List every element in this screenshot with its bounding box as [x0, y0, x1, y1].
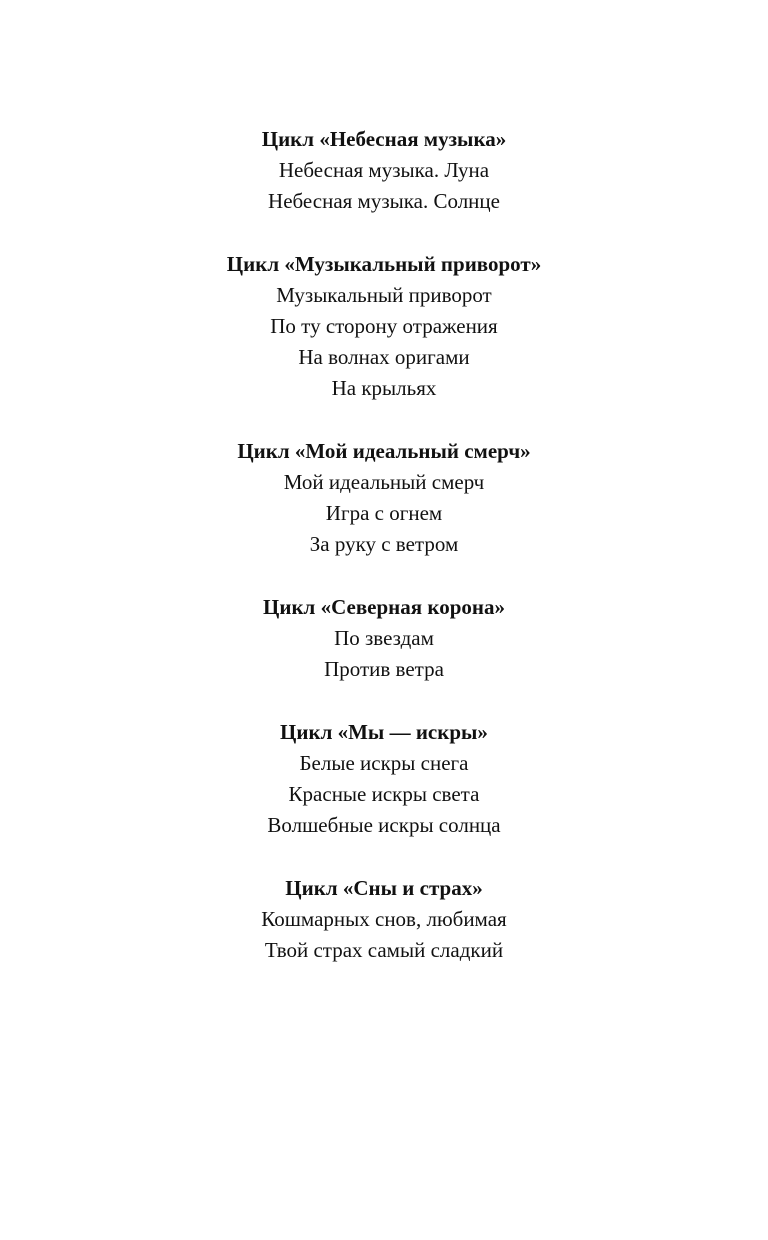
- work-title: Небесная музыка. Солнце: [268, 189, 500, 213]
- work-title: Волшебные искры солнца: [267, 813, 501, 837]
- work-title: На крыльях: [331, 376, 437, 400]
- cycle-title: Цикл «Северная корона»: [263, 595, 505, 619]
- cycle-title: Цикл «Сны и страх»: [285, 876, 483, 900]
- work-title: Небесная музыка. Луна: [278, 158, 490, 182]
- cycle-section: [0, 592, 768, 685]
- work-title: На волнах оригами: [298, 345, 470, 369]
- work-title: Белые искры снега: [299, 751, 469, 775]
- work-title: Мой идеальный смерч: [283, 470, 485, 494]
- work-title: Игра с огнем: [325, 501, 443, 525]
- cycle-title: Цикл «Небесная музыка»: [261, 127, 507, 151]
- work-title: По звездам: [334, 626, 434, 650]
- cycle-section: [0, 249, 768, 404]
- work-title: Красные искры света: [288, 782, 480, 806]
- work-title: Музыкальный приворот: [276, 283, 492, 307]
- book-series-list: [0, 124, 768, 998]
- work-title: По ту сторону отражения: [270, 314, 498, 338]
- cycle-title: Цикл «Музыкальный приворот»: [226, 252, 542, 276]
- cycle-section: [0, 436, 768, 560]
- cycle-section: [0, 873, 768, 966]
- cycle-section: [0, 717, 768, 841]
- work-title: Твой страх самый сладкий: [264, 938, 504, 962]
- work-title: Кошмарных снов, любимая: [261, 907, 507, 931]
- cycle-title: Цикл «Мы — искры»: [280, 720, 488, 744]
- cycle-title: Цикл «Мой идеальный смерч»: [237, 439, 531, 463]
- cycle-section: [0, 124, 768, 217]
- work-title: Против ветра: [324, 657, 444, 681]
- work-title: За руку с ветром: [309, 532, 459, 556]
